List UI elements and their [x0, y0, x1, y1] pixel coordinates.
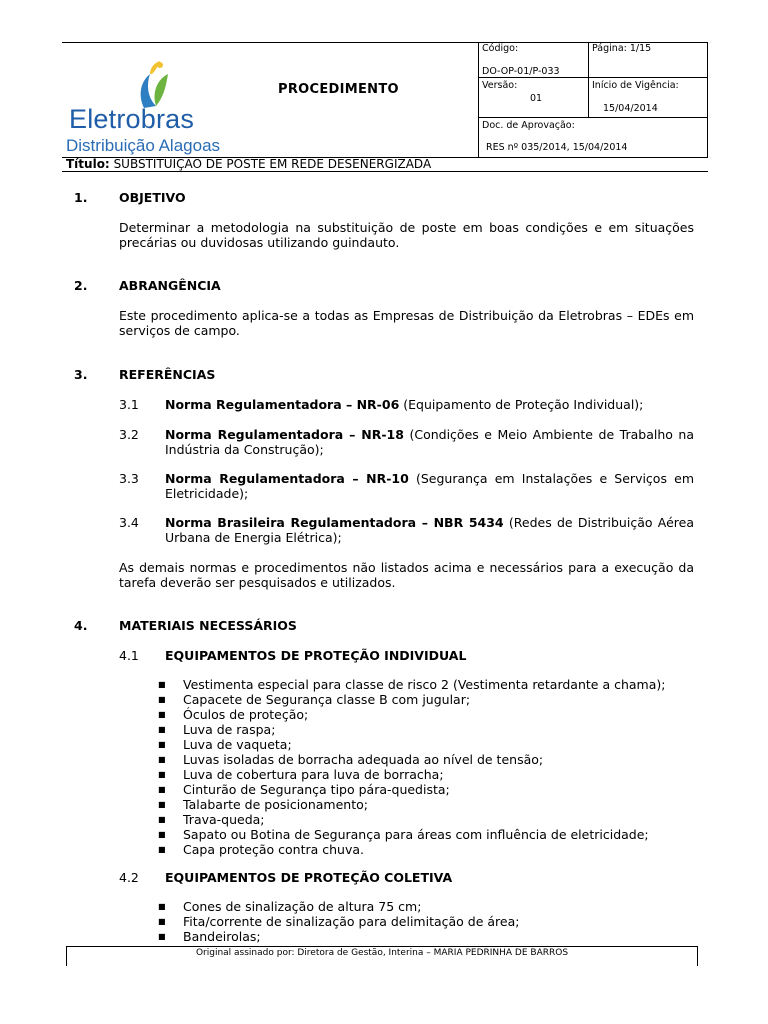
doc-type: PROCEDIMENTO: [278, 82, 399, 97]
list-item: Capacete de Segurança classe B com jugular;: [183, 692, 471, 707]
reference-description: (Segurança em Instalações e Serviços em Eletricidade);: [165, 471, 694, 501]
subsection-4-2-title: EQUIPAMENTOS DE PROTEÇÃO COLETIVA: [165, 870, 453, 885]
list-item: Óculos de proteção;: [183, 707, 309, 722]
list-item: Talabarte de posicionamento;: [183, 797, 368, 812]
bullet-icon: ■: [158, 800, 166, 809]
start-date-value: 15/04/2014: [603, 103, 658, 114]
title-value: SUBSTITUIÇAO DE POSTE EM REDE DESENERGIZADA: [113, 157, 432, 171]
title-row: [66, 157, 431, 171]
list-item: Luva de cobertura para luva de borracha;: [183, 767, 444, 782]
bullet-icon: ■: [158, 785, 166, 794]
reference-item: [165, 471, 694, 501]
subsection-4-2-number: 4.2: [119, 870, 139, 885]
company-name: Eletrobras: [69, 104, 195, 134]
section-2-title: ABRANGÊNCIA: [119, 278, 221, 293]
reference-description: (Equipamento de Proteção Individual);: [399, 397, 644, 412]
bullet-icon: ■: [158, 932, 166, 941]
section-4-title: MATERIAIS NECESSÁRIOS: [119, 618, 297, 633]
subsection-4-1-number: 4.1: [119, 648, 139, 663]
section-2-text: Este procedimento aplica-se a todas as Empresas de Distribuição da Eletrobras – EDEs em serviços de campo.: [119, 308, 694, 338]
bullet-icon: ■: [158, 740, 166, 749]
code-label: Código:: [482, 43, 519, 54]
leaf-icon: [136, 60, 176, 110]
list-item: Luva de vaqueta;: [183, 737, 292, 752]
bullet-icon: ■: [158, 695, 166, 704]
references-closing-text: As demais normas e procedimentos não listados acima e necessários para a execução da tarefa deverão ser pesquisados e utilizados.: [119, 560, 694, 590]
reference-name: Norma Regulamentadora – NR-18: [165, 427, 404, 442]
company-subname: Distribuição Alagoas: [66, 136, 221, 155]
footer-signature: Original assinado por: Diretora de Gestão, Interina – MARIA PEDRINHA DE BARROS: [195, 948, 569, 958]
bullet-icon: ■: [158, 830, 166, 839]
approval-value: RES nº 035/2014, 15/04/2014: [486, 142, 628, 153]
reference-item: [165, 397, 694, 412]
section-3-title: REFERÊNCIAS: [119, 367, 216, 382]
list-item: Trava-queda;: [183, 812, 265, 827]
company-logo: [66, 60, 236, 156]
list-item: Capa proteção contra chuva.: [183, 842, 365, 857]
section-1-number: 1.: [74, 190, 88, 205]
bullet-icon: ■: [158, 845, 166, 854]
list-item: Luva de raspa;: [183, 722, 276, 737]
page-label: Página: 1/15: [592, 43, 652, 54]
code-value: DO-OP-01/P-033: [482, 66, 560, 77]
reference-name: Norma Regulamentadora – NR-10: [165, 471, 409, 486]
section-2-number: 2.: [74, 278, 88, 293]
list-item: Sapato ou Botina de Segurança para áreas com influência de eletricidade;: [183, 827, 649, 842]
reference-number: 3.3: [119, 471, 139, 486]
bullet-icon: ■: [158, 725, 166, 734]
section-1-text: Determinar a metodologia na substituição de poste em boas condições e em situações precárias ou duvidosas utilizando guindauto.: [119, 220, 694, 250]
reference-number: 3.4: [119, 515, 139, 530]
bullet-icon: ■: [158, 755, 166, 764]
reference-name: Norma Brasileira Regulamentadora – NBR 5434: [165, 515, 504, 530]
reference-name: Norma Regulamentadora – NR-06: [165, 397, 400, 412]
start-date-label: Início de Vigência:: [592, 80, 679, 91]
section-3-number: 3.: [74, 367, 88, 382]
list-item: Fita/corrente de sinalização para delimitação de área;: [183, 914, 520, 929]
bullet-icon: ■: [158, 680, 166, 689]
approval-label: Doc. de Aprovação:: [482, 120, 575, 131]
list-item: Vestimenta especial para classe de risco 2 (Vestimenta retardante a chama);: [183, 677, 666, 692]
bullet-icon: ■: [158, 902, 166, 911]
title-label: Título:: [66, 157, 110, 171]
list-item: Luvas isoladas de borracha adequada ao nível de tensão;: [183, 752, 544, 767]
section-4-number: 4.: [74, 618, 88, 633]
reference-item: [165, 427, 694, 457]
reference-number: 3.1: [119, 397, 139, 412]
bullet-icon: ■: [158, 815, 166, 824]
version-label: Versão:: [482, 80, 518, 91]
reference-description: (Condições e Meio Ambiente de Trabalho na Indústria da Construção);: [165, 427, 695, 457]
bullet-icon: ■: [158, 917, 166, 926]
list-item: Bandeirolas;: [183, 929, 261, 944]
reference-item: [165, 515, 694, 545]
bullet-icon: ■: [158, 770, 166, 779]
reference-number: 3.2: [119, 427, 139, 442]
reference-description: (Redes de Distribuição Aérea Urbana de Energia Elétrica);: [165, 515, 695, 545]
subsection-4-1-title: EQUIPAMENTOS DE PROTEÇÃO INDIVIDUAL: [165, 648, 467, 663]
list-item: Cones de sinalização de altura 75 cm;: [183, 899, 422, 914]
section-1-title: OBJETIVO: [119, 190, 186, 205]
list-item: Cinturão de Segurança tipo pára-quedista;: [183, 782, 450, 797]
version-value: 01: [530, 93, 543, 104]
bullet-icon: ■: [158, 710, 166, 719]
